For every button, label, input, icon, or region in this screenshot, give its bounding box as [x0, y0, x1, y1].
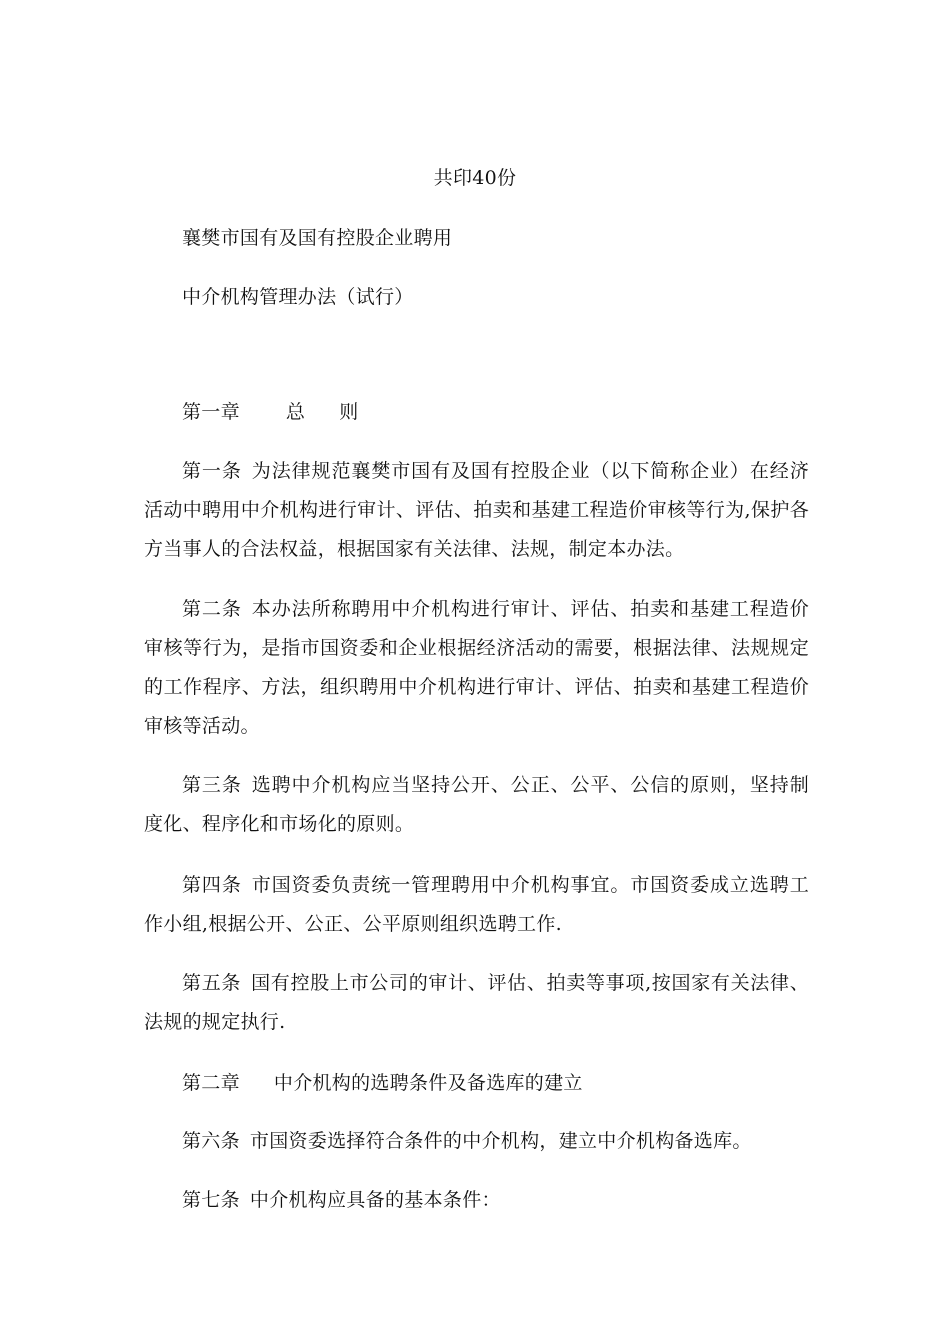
article-1-tag: 第一条: [182, 460, 242, 482]
article-1: [144, 452, 809, 569]
article-4-tag: 第四条: [182, 874, 242, 896]
copies-note: 共印40份: [433, 167, 517, 189]
chapter-2-title: 中介机构的选聘条件及备选库的建立: [273, 1072, 583, 1094]
article-3: [144, 766, 809, 844]
article-7-tag: 第七条: [182, 1189, 240, 1211]
article-5-tag: 第五条: [182, 972, 242, 994]
article-2: [144, 590, 809, 746]
article-2-text: 本办法所称聘用中介机构进行审计、评估、拍卖和基建工程造价审核等行为，是指市国资委和企业根据经济活动的需要，根据法律、法规规定的工作程序、方法，组织聘用中介机构进行审计、评估、拍卖和基建工程造价审核等活动。: [144, 598, 810, 737]
chapter-1-title-b: 则: [339, 401, 359, 423]
title-line-1: 襄樊市国有及国有控股企业聘用: [182, 227, 453, 249]
article-6-text: 市国资委选择符合条件的中介机构，建立中介机构备选库。: [249, 1130, 752, 1152]
article-3-text: 选聘中介机构应当坚持公开、公正、公平、公信的原则，坚持制度化、程序化和市场化的原则。: [144, 774, 810, 835]
article-2-tag: 第二条: [182, 598, 242, 620]
article-6-tag: 第六条: [182, 1130, 240, 1152]
article-3-tag: 第三条: [182, 774, 242, 796]
chapter-1-label: 第一章: [182, 401, 240, 423]
article-4-text: 市国资委负责统一管理聘用中介机构事宜。市国资委成立选聘工作小组,根据公开、公正、公平原则组织选聘工作.: [144, 874, 810, 935]
chapter-2-label: 第二章: [182, 1072, 240, 1094]
chapter-2-heading: [182, 1071, 583, 1095]
article-5: [144, 964, 809, 1042]
article-1-text: 为法律规范襄樊市国有及国有控股企业（以下简称企业）在经济活动中聘用中介机构进行审计、评估、拍卖和基建工程造价审核等行为,保护各方当事人的合法权益，根据国家有关法律、法规，制定本办法。: [144, 460, 810, 560]
title-line-2: 中介机构管理办法（试行）: [182, 286, 414, 308]
chapter-1-title-a: 总: [285, 401, 306, 423]
article-5-text: 国有控股上市公司的审计、评估、拍卖等事项,按国家有关法律、法规的规定执行.: [144, 972, 809, 1033]
chapter-1-heading: [182, 400, 359, 424]
article-6: [144, 1122, 809, 1161]
article-7: [144, 1181, 809, 1220]
article-7-text: 中介机构应具备的基本条件：: [249, 1189, 501, 1211]
article-4: [144, 866, 809, 944]
